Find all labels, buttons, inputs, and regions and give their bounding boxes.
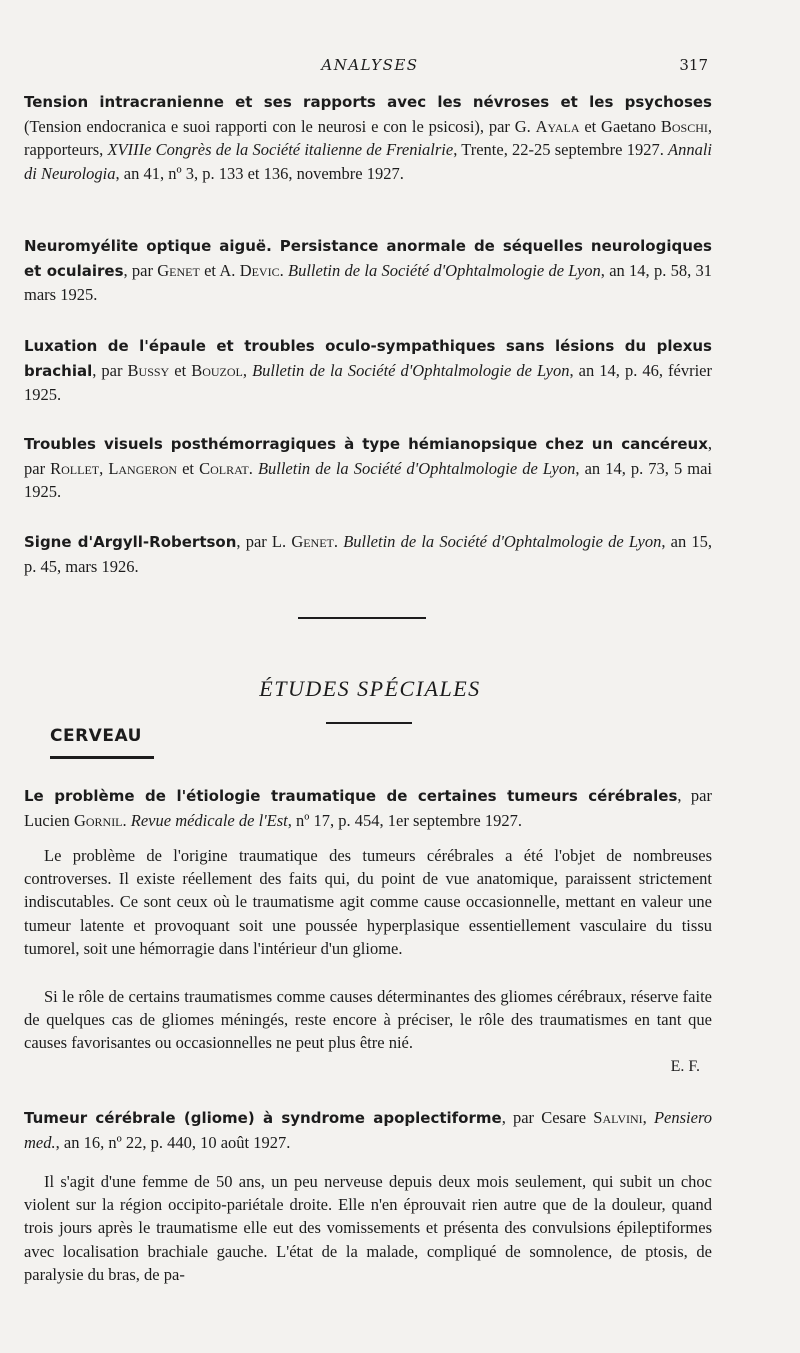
entry-author: Rollet [50,458,100,478]
paragraph: Si le rôle de certains traumatismes comme causes déterminantes des gliomes cérébraux, réserve faite de quelques cas de gliomes méningés, reste encore à préciser, le rôle des traumatismes en tant que causes favorisantes ou occasionnelles ne peut plus être nié. [24,987,712,1053]
entry-source: Bulletin de la Société d'Ophtalmologie de Lyon [252,360,570,380]
entry-author: Genet [291,532,334,551]
paragraph: Il s'agit d'une femme de 50 ans, un peu nerveuse depuis deux mois seulement, qui subit un choc violent sur la région occipito-pariétale droite. Elle n'en éprouvait rien autre que de la douleur, quand trois jours après le traumatisme elle eut des vomissements et présenta des convulsions épileptiformes avec localisation brachiale gauche. L'état de la malade, compliqué de somnolence, de ptosis, de paralysie du bras, de pa- [24,1172,712,1284]
entry-author: Boschi [660,116,708,136]
article-author: Salvini [593,1108,643,1127]
bibliography-entry: Luxation de l'épaule et troubles oculo-sympathiques sans lésions du plexus brachial, par Bussy et Bouzol, Bulletin de la Société d'Ophtalmologie de Lyon, an 14, p. 46, février 1925. [24,337,712,404]
section-divider [298,617,426,619]
entry-source: Bulletin de la Société d'Ophtalmologie de Lyon [343,532,662,551]
page-number: 317 [679,56,708,74]
entry-author: Genet [157,260,200,280]
running-title: ANALYSES [321,56,419,74]
entry-author: Ayala [535,116,580,136]
article-title: Tumeur cérébrale (gliome) à syndrome apoplectiforme [24,1109,502,1127]
article-source: Revue médicale de l'Est [130,810,288,830]
running-head [0,56,800,80]
entry-title: Tension intracranienne et ses rapports avec les névroses et les psychoses [24,93,712,111]
article-heading: Le problème de l'étiologie traumatique de certaines tumeurs cérébrales, par Lucien Gornil. Revue médicale de l'Est, nº 17, p. 454, 1er septembre 1927. [24,786,712,830]
entry-title: Troubles visuels posthémorragiques à type hémianopsique chez un cancéreux [24,435,708,453]
article-source: Pensiero med. [24,1108,713,1152]
rubric-underline [50,756,154,759]
article-title: Le problème de l'étiologie traumatique de certaines tumeurs cérébrales [24,787,678,805]
section-title-underline [326,722,412,724]
entry-title: Neuromyélite optique aiguë. Persistance anormale de séquelles neurologiques et oculaires [24,237,712,280]
entry-title: Signe d'Argyll-Robertson [24,533,237,551]
article-heading: Tumeur cérébrale (gliome) à syndrome apoplectiforme, par Cesare Salvini, Pensiero med., an 16, nº 22, p. 440, 10 août 1927. [24,1108,713,1152]
entry-source: Bulletin de la Société d'Ophtalmologie de Lyon [288,260,601,280]
section-title: ÉTUDES SPÉCIALES [259,676,481,701]
entry-author: Bouzol [191,360,243,380]
entry-author: Devic [239,260,280,280]
entry-source: Bulletin de la Société d'Ophtalmologie de Lyon [257,458,576,478]
paragraph: Le problème de l'origine traumatique des tumeurs cérébrales a été l'objet de nombreuses controverses. Il existe réellement des faits qui, du point de vue anatomique, paraissent strictement indiscutables. Ce sont ceux où le traumatisme agit comme cause occasionnelle, mettant en valeur une tumeur latente et provoquant soit une poussée hyperplasique essentiellement vasculaire du tissu tumorel, soit une hémorragie dans l'intérieur d'un gliome. [24,846,712,958]
entry-title: Luxation de l'épaule et troubles oculo-sympathiques sans lésions du plexus brachial [24,337,712,380]
bibliography-entry: Troubles visuels posthémorragiques à type hémianopsique chez un cancéreux, par Rollet, Langeron et Colrat. Bulletin de la Société d'Ophtalmologie de Lyon, an 14, p. 73, 5 mai 1925. [24,434,713,501]
bibliography-entry: Tension intracranienne et ses rapports avec les névroses et les psychoses (Tension endocranica e suoi rapporti con le neurosi e con le psicosi), par G. Ayala et Gaetano Boschi, rapporteurs, XVIIIe Congrès de la Société italienne de Frenialrie, Trente, 22-25 septembre 1927. Annali di Neurologia, an 41, nº 3, p. 133 et 136, novembre 1927. [24,93,713,183]
rubric-heading: CERVEAU [50,726,142,746]
entry-author: Colrat [199,458,249,478]
entry-author: Bussy [127,360,170,380]
signature: E. F. [670,1058,700,1075]
article-author: Gornil [73,810,123,830]
entry-author: Langeron [108,458,178,478]
article-body [24,1170,712,1286]
entry-source: Annali di Neurologia [24,140,713,183]
article-body [24,985,712,1055]
article-body [24,844,712,960]
bibliography-entry: Neuromyélite optique aiguë. Persistance anormale de séquelles neurologiques et oculaires, par Genet et A. Devic. Bulletin de la Société d'Ophtalmologie de Lyon, an 14, p. 58, 31 mars 1925. [24,237,712,304]
entry-source: XVIIIe Congrès de la Société italienne de Frenialrie [107,140,454,159]
bibliography-entry: Signe d'Argyll-Robertson, par L. Genet. Bulletin de la Société d'Ophtalmologie de Lyon, an 15, p. 45, mars 1926. [24,532,713,576]
